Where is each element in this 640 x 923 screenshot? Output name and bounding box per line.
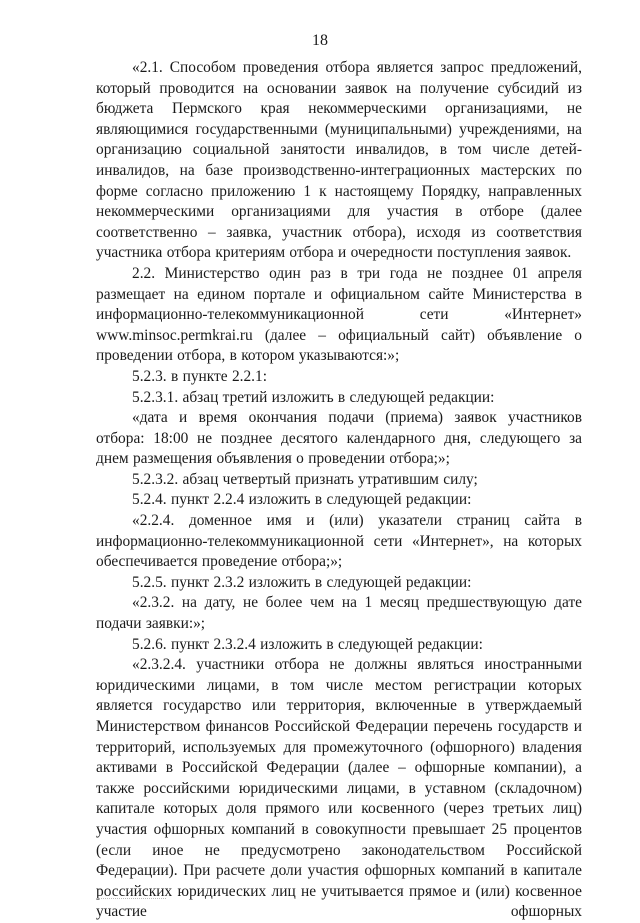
paragraph: 5.2.5. пункт 2.3.2 изложить в следующей редакции: [132,573,472,591]
footer-rule [96,898,166,899]
paragraph: 5.2.3. в пункте 2.2.1: [132,367,267,385]
document-body [96,58,582,923]
paragraph: 5.2.4. пункт 2.2.4 изложить в следующей редакции: [132,491,472,509]
paragraph: «2.1. Способом проведения отбора является запрос предложений, который проводится на основании заявок на получение субсидий из бюджета Пермского края некоммерческими организациями, не являющимися государственными (муниципальными) учреждениями, на организацию социальной занятости инвалидов, в том числе детей-инвалидов, на базе производственно-интеграционных мастерских по форме согласно приложению 1 к настоящему Порядку, направленных некоммерческими организациями для участия в отборе (далее соответственно – заявка, участник отбора), исходя из соответствия участника отбора критериям отбора и очередности поступления заявок. [96,59,582,262]
paragraph: «2.2.4. доменное имя и (или) указатели страниц сайта в информационно-телекоммуникационной сети «Интернет», на которых обеспечивается проведение отбора;»; [96,512,582,571]
page-number: 18 [312,32,328,49]
paragraph: «дата и время окончания подачи (приема) заявок участников отбора: 18:00 не позднее десятого календарного дня, следующего за днем размещения объявления о проведении отбора;»; [96,409,582,468]
paragraph: «2.3.2. на дату, не более чем на 1 месяц предшествующую дате подачи заявки:»; [96,594,582,633]
paragraph: 5.2.3.1. абзац третий изложить в следующей редакции: [132,388,495,406]
paragraph: 5.2.3.2. абзац четвертый признать утратившим силу; [132,470,478,488]
paragraph: 2.2. Министерство один раз в три года не позднее 01 апреля размещает на едином портале и официальном сайте Министерства в информационно-телекоммуникационной сети «Интернет» www.minsoc.permkrai.ru (далее – официальный сайт) объявление о проведении отбора, в котором указываются:»; [96,264,582,365]
paragraph: «2.3.2.4. участники отбора не должны являться иностранными юридическими лицами, в том числе местом регистрации которых является государство или территория, включенные в утверждаемый Министерством финансов Российской Федерации перечень государств и территорий, используемых для промежуточного (офшорного) владения активами в Российской Федерации (далее – офшорные компании), а также российскими юридическими лицами, в уставном (складочном) капитале которых доля прямого или косвенного (через третьих лиц) участия офшорных компаний в совокупности превышает 25 процентов (если иное не предусмотрено законодательством Российской Федерации). При расчете доли участия офшорных компаний в капитале российских юридических лиц не учитывается прямое и (или) косвенное участие офшорных [96,656,582,921]
paragraph: 5.2.6. пункт 2.3.2.4 изложить в следующей редакции: [132,635,483,653]
